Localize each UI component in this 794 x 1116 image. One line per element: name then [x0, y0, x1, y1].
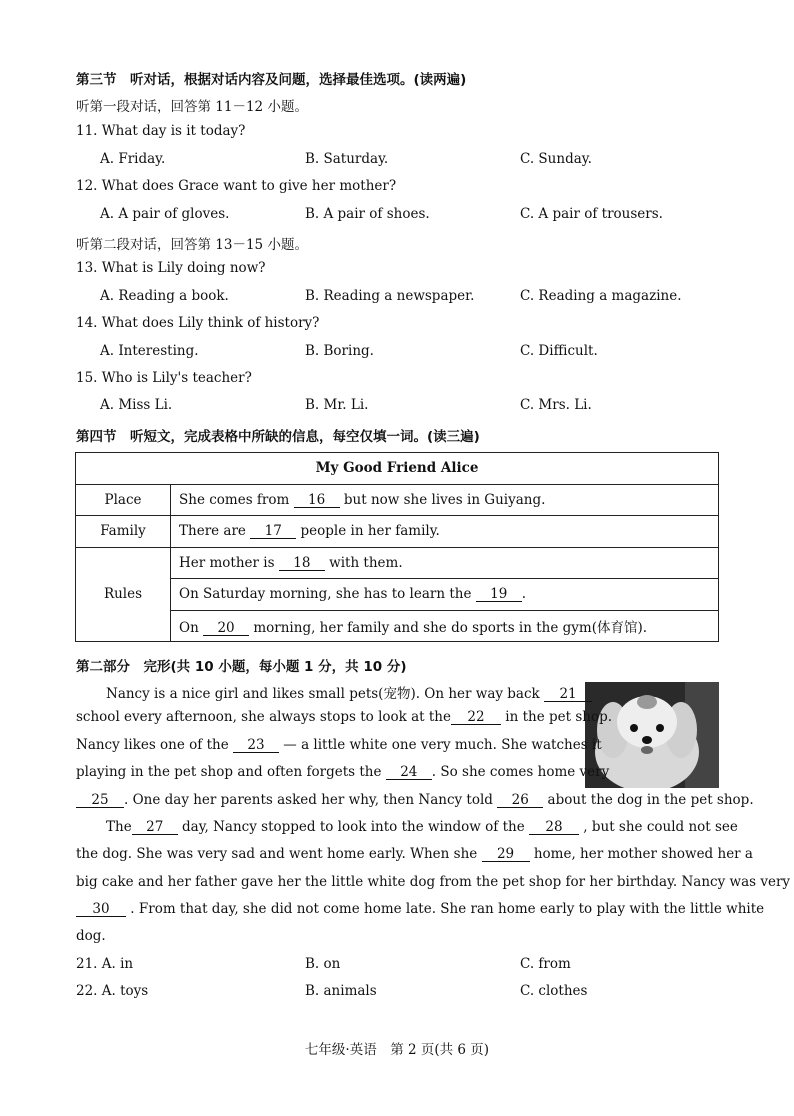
place-label: Place — [76, 484, 171, 516]
option-15a: A. Miss Li. — [100, 397, 173, 413]
p2-line-5: dog. — [76, 928, 106, 944]
dialog2-intro: 听第二段对话，回答第 13－15 小题。 — [76, 237, 308, 253]
option-11a: A. Friday. — [100, 151, 166, 167]
blank-29[interactable]: 29 — [482, 847, 530, 862]
option-21b: B. on — [305, 956, 341, 972]
p2-line-3: big cake and her father gave her the little white dog from the pet shop for her birthday. Nancy was very — [76, 874, 791, 890]
section3-heading: 第三节 听对话，根据对话内容及问题，选择最佳选项。(读两遍) — [76, 72, 467, 88]
option-12c: C. A pair of trousers. — [520, 206, 663, 222]
rule-row-1: Her mother is 18 with them. — [171, 547, 719, 579]
blank-25[interactable]: 25 — [76, 793, 124, 808]
section4-heading: 第四节 听短文，完成表格中所缺的信息，每空仅填一词。(读三遍) — [76, 429, 480, 445]
blank-22[interactable]: 22 — [451, 710, 501, 725]
table-title: My Good Friend Alice — [76, 453, 719, 485]
blank-30[interactable]: 30 — [76, 902, 126, 917]
blank-24[interactable]: 24 — [386, 765, 432, 780]
blank-28[interactable]: 28 — [529, 820, 579, 835]
p2-line-1: The 27 day, Nancy stopped to look into the window of the 28 , but she could not see — [106, 819, 738, 835]
blank-16[interactable]: 16 — [294, 493, 340, 508]
p1-line-4: playing in the pet shop and often forgets the 24 . So she comes home very — [76, 764, 610, 780]
option-14b: B. Boring. — [305, 343, 374, 359]
family-row: There are 17 people in her family. — [171, 516, 719, 548]
option-15b: B. Mr. Li. — [305, 397, 369, 413]
option-12a: A. A pair of gloves. — [100, 206, 230, 222]
blank-19[interactable]: 19 — [476, 587, 522, 602]
option-13c: C. Reading a magazine. — [520, 288, 682, 304]
question-11: 11. What day is it today? — [76, 123, 246, 139]
rule-row-3: On 20 morning, her family and she do sports in the gym(体育馆). — [171, 610, 719, 642]
page-footer: 七年级·英语 第 2 页(共 6 页) — [304, 1042, 490, 1058]
blank-18[interactable]: 18 — [279, 556, 325, 571]
option-21a: 21. A. in — [76, 956, 134, 972]
option-14a: A. Interesting. — [100, 343, 199, 359]
question-14: 14. What does Lily think of history? — [76, 315, 320, 331]
dialog1-intro: 听第一段对话，回答第 11－12 小题。 — [76, 99, 308, 115]
blank-20[interactable]: 20 — [203, 621, 249, 636]
option-12b: B. A pair of shoes. — [305, 206, 430, 222]
option-21c: C. from — [520, 956, 571, 972]
option-22c: C. clothes — [520, 983, 588, 999]
blank-17[interactable]: 17 — [250, 524, 296, 539]
p1-line-3: Nancy likes one of the 23 — a little white one very much. She watches it — [76, 737, 602, 753]
blank-21[interactable]: 21 — [544, 687, 592, 702]
p1-line-1: Nancy is a nice girl and likes small pets(宠物). On her way back 21 — [106, 682, 592, 702]
p2-line-2: the dog. She was very sad and went home early. When she 29 home, her mother showed her a — [76, 846, 753, 862]
part2-heading: 第二部分 完形(共 10 小题，每小题 1 分，共 10 分) — [76, 659, 407, 675]
blank-23[interactable]: 23 — [233, 738, 279, 753]
blank-27[interactable]: 27 — [132, 820, 178, 835]
place-row: She comes from 16 but now she lives in Guiyang. — [171, 484, 719, 516]
rule-row-2: On Saturday morning, she has to learn the 19 . — [171, 579, 719, 611]
question-15: 15. Who is Lily's teacher? — [76, 370, 252, 386]
option-15c: C. Mrs. Li. — [520, 397, 592, 413]
option-11c: C. Sunday. — [520, 151, 592, 167]
question-12: 12. What does Grace want to give her mother? — [76, 178, 397, 194]
p1-line-5: 25 . One day her parents asked her why, then Nancy told 26 about the dog in the pet shop. — [76, 792, 754, 808]
info-table — [75, 452, 719, 642]
family-label: Family — [76, 516, 171, 548]
option-22b: B. animals — [305, 983, 377, 999]
option-13a: A. Reading a book. — [100, 288, 229, 304]
blank-26[interactable]: 26 — [497, 793, 543, 808]
question-13: 13. What is Lily doing now? — [76, 260, 266, 276]
p1-line-2: school every afternoon, she always stops to look at the 22 in the pet shop. — [76, 709, 613, 725]
option-14c: C. Difficult. — [520, 343, 598, 359]
option-22a: 22. A. toys — [76, 983, 149, 999]
option-11b: B. Saturday. — [305, 151, 389, 167]
p2-line-4: 30 . From that day, she did not come home late. She ran home early to play with the little white — [76, 901, 764, 917]
option-13b: B. Reading a newspaper. — [305, 288, 475, 304]
rules-label: Rules — [76, 547, 171, 642]
